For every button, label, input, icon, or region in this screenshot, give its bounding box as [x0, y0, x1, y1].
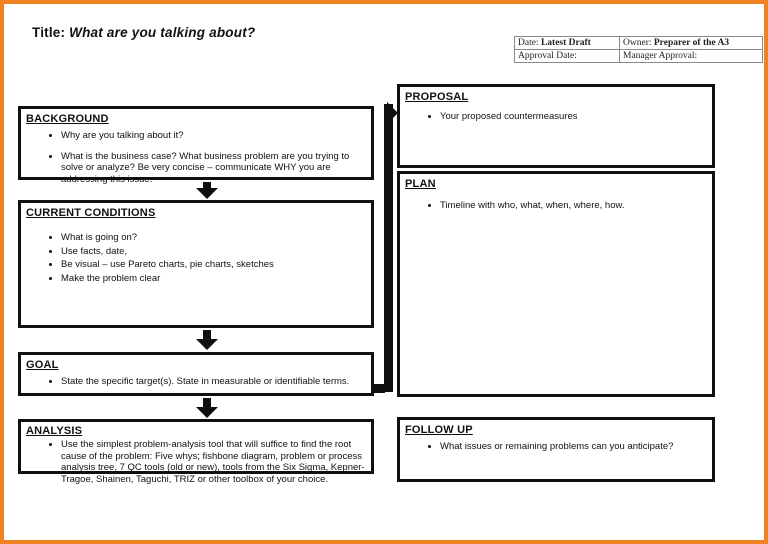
arrow-head-icon	[196, 188, 218, 199]
proposal-heading: PROPOSAL	[405, 91, 469, 103]
manager-approval-cell	[620, 50, 763, 63]
background-section	[18, 106, 374, 185]
title-text: What are you talking about?	[69, 25, 256, 40]
current-conditions-bullet-list	[21, 232, 371, 284]
proposal-section	[397, 84, 715, 168]
plan-bullet-list	[400, 200, 712, 212]
owner-value: Preparer of the A3	[653, 38, 730, 48]
date-cell	[515, 37, 620, 50]
owner-label: Owner:	[623, 38, 652, 48]
list-item: • Be visual – use Pareto charts, pie charts, sketches	[61, 259, 371, 271]
goal-to-proposal-arrow-head-icon	[387, 102, 398, 124]
list-item: • Timeline with who, what, when, where, how.	[440, 200, 712, 212]
background-bullet-list	[21, 130, 371, 185]
arrow-shaft	[203, 398, 211, 407]
follow-up-heading: FOLLOW UP	[405, 424, 473, 436]
plan-section	[397, 171, 715, 397]
list-item: • Why are you talking about it?	[61, 130, 371, 142]
manager-approval-label: Manager Approval:	[623, 51, 698, 61]
list-item: • State the specific target(s). State in measurable or identifiable terms.	[61, 376, 371, 388]
arrow-head-icon	[196, 407, 218, 418]
proposal-bullet-list	[400, 111, 712, 123]
arrow-shaft	[203, 330, 211, 339]
table-row	[515, 37, 763, 50]
list-item: • Use facts, date,	[61, 246, 371, 258]
analysis-heading: ANALYSIS	[26, 425, 83, 437]
arrow-down-background-to-current	[196, 182, 218, 199]
follow-up-bullet-list	[400, 441, 712, 453]
list-item: • What is the business case? What business problem are you trying to solve or analyze? Be very concise – communicate WHY you are addressing this issue.	[61, 151, 371, 186]
approval-date-label: Approval Date:	[518, 51, 577, 61]
current-conditions-section	[18, 200, 374, 328]
date-value: Latest Draft	[540, 38, 591, 48]
list-item: • Your proposed countermeasures	[440, 111, 712, 123]
background-heading: BACKGROUND	[26, 113, 109, 125]
list-item: • Make the problem clear	[61, 273, 371, 285]
document-info-table	[514, 36, 763, 63]
arrow-down-current-to-goal	[196, 330, 218, 350]
goal-section	[18, 352, 374, 396]
analysis-bullet-list	[21, 439, 371, 485]
owner-cell	[620, 37, 763, 50]
arrow-head-icon	[196, 339, 218, 350]
current-conditions-heading: CURRENT CONDITIONS	[26, 207, 156, 219]
goal-to-proposal-connector-stub	[371, 384, 385, 393]
goal-bullet-list	[21, 376, 371, 388]
table-row	[515, 50, 763, 63]
date-label: Date:	[518, 38, 539, 48]
plan-heading: PLAN	[405, 178, 436, 190]
follow-up-section	[397, 417, 715, 482]
list-item: • What is going on?	[61, 232, 371, 244]
page-title	[32, 25, 255, 40]
arrow-down-goal-to-analysis	[196, 398, 218, 418]
approval-date-cell	[515, 50, 620, 63]
list-item: • What issues or remaining problems can you anticipate?	[440, 441, 712, 453]
analysis-section	[18, 419, 374, 485]
goal-heading: GOAL	[26, 359, 59, 371]
title-label: Title:	[32, 25, 66, 40]
goal-to-proposal-connector-vertical	[384, 104, 393, 392]
list-item: • Use the simplest problem-analysis tool that will suffice to find the root cause of the problem: Five whys; fishbone diagram, problem or process analysis tree, 7 QC tools (old or new), tools from the Six Sigma, Kepner-Tragoe, Shainen, Taguchi, TRIZ or other toolbox of your choice.	[61, 439, 371, 485]
